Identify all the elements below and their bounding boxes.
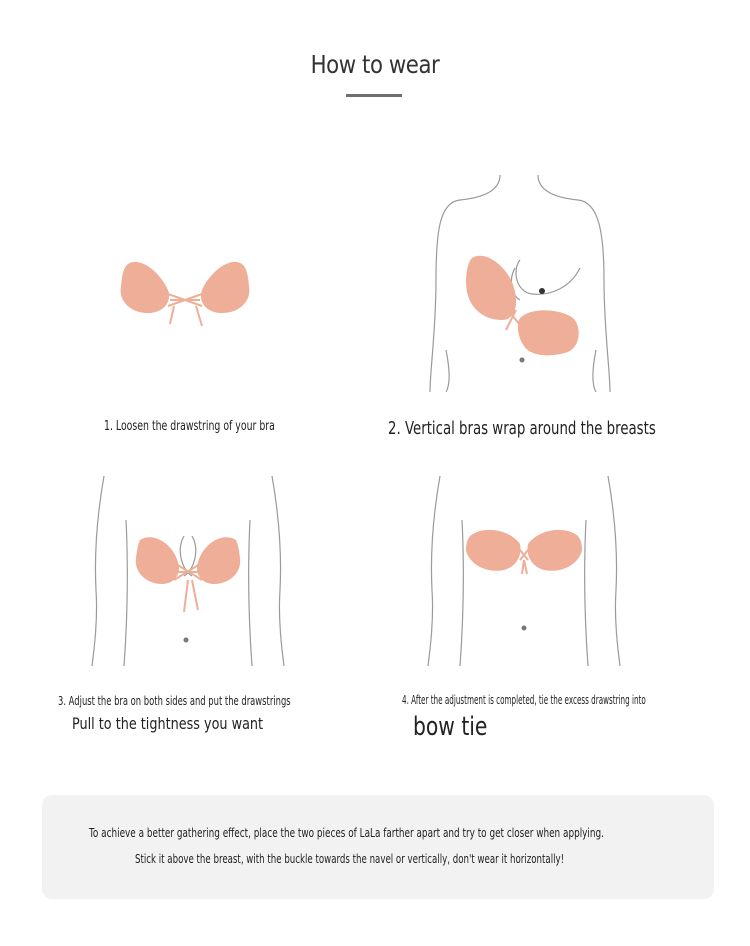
step-3-caption: 3. Adjust the bra on both sides and put the drawstrings <box>58 694 291 708</box>
body-tied-bra-image <box>424 470 624 670</box>
step-4-caption: 4. After the adjustment is completed, tie the excess drawstring into <box>402 693 646 707</box>
step-3-caption-line2: Pull to the tightness you want <box>72 714 264 733</box>
step-2-illustration <box>420 170 630 400</box>
step-3-illustration <box>88 470 288 670</box>
body-vertical-bra-image <box>420 170 630 400</box>
bra-loose-image <box>110 250 260 340</box>
body-tightening-bra-image <box>88 470 288 670</box>
step-4-caption-line2: bow tie <box>413 712 488 742</box>
step-1-illustration <box>110 250 260 340</box>
tip-line-1: To achieve a better gathering effect, place the two pieces of LaLa farther apart and try to get closer when applying. <box>89 826 604 840</box>
step-1-caption: 1. Loosen the drawstring of your bra <box>104 419 275 434</box>
page-title: How to wear <box>310 50 440 79</box>
step-2-caption: 2. Vertical bras wrap around the breasts <box>388 418 656 439</box>
tips-box <box>42 795 714 899</box>
step-4-illustration <box>424 470 624 670</box>
tip-line-2: Stick it above the breast, with the buckle towards the navel or vertically, don't wear it horizontally! <box>135 852 565 866</box>
title-underline <box>346 94 402 97</box>
